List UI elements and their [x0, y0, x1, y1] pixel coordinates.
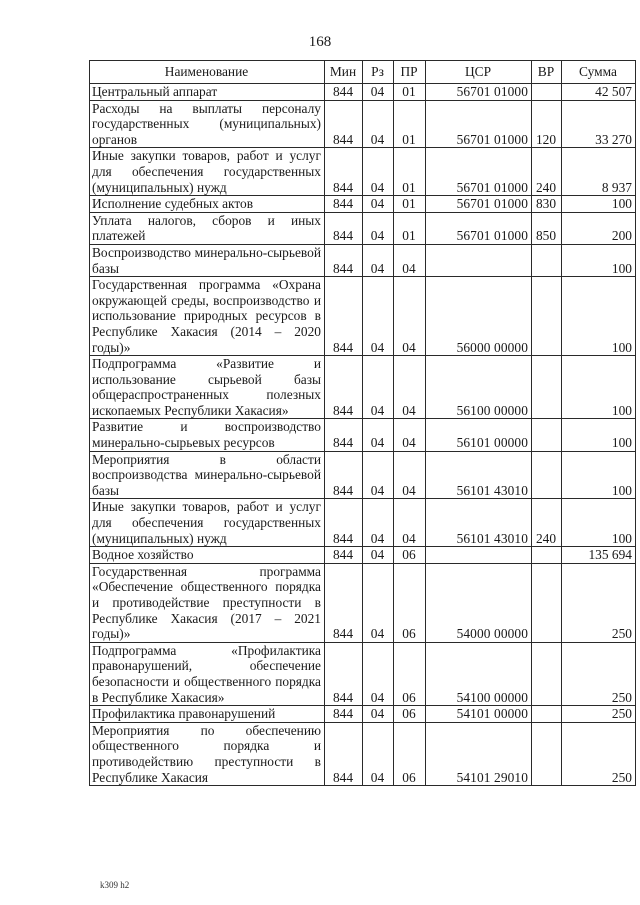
table-row — [90, 212, 636, 244]
table-row — [90, 277, 636, 356]
cell-csr — [426, 547, 532, 564]
cell-csr: 54101 00000 — [426, 706, 532, 723]
cell-min: 844 — [325, 356, 363, 419]
cell-sum: 8 937 — [562, 148, 636, 196]
cell-pr: 04 — [394, 419, 426, 451]
cell-name: Иные закупки товаров, работ и услуг для обеспечения государственных (муниципальных) нужд — [90, 148, 325, 196]
cell-vr: 850 — [532, 212, 562, 244]
cell-vr — [532, 451, 562, 499]
cell-sum: 33 270 — [562, 100, 636, 148]
cell-rz: 04 — [363, 196, 394, 213]
cell-csr: 56701 01000 — [426, 196, 532, 213]
cell-name: Расходы на выплаты персоналу государственных (муниципальных) органов — [90, 100, 325, 148]
table-row — [90, 547, 636, 564]
cell-csr: 56101 43010 — [426, 499, 532, 547]
cell-pr: 04 — [394, 499, 426, 547]
cell-sum: 100 — [562, 499, 636, 547]
cell-rz: 04 — [363, 642, 394, 705]
cell-pr: 01 — [394, 84, 426, 101]
page-number: 168 — [308, 34, 332, 50]
cell-vr — [532, 277, 562, 356]
cell-name: Подпрограмма «Профилактика правонарушений, обеспечение безопасности и общественного порядка в Республике Хакасия» — [90, 642, 325, 705]
cell-sum: 100 — [562, 356, 636, 419]
table-row — [90, 356, 636, 419]
cell-min: 844 — [325, 277, 363, 356]
cell-sum: 200 — [562, 212, 636, 244]
cell-name: Мероприятия в области воспроизводства минерально-сырьевой базы — [90, 451, 325, 499]
cell-csr: 56000 00000 — [426, 277, 532, 356]
column-header-name: Наименование — [90, 61, 325, 84]
cell-rz: 04 — [363, 212, 394, 244]
cell-rz: 04 — [363, 547, 394, 564]
cell-pr: 06 — [394, 547, 426, 564]
cell-csr: 56101 00000 — [426, 419, 532, 451]
table-body — [90, 84, 636, 786]
cell-pr: 01 — [394, 212, 426, 244]
cell-vr — [532, 706, 562, 723]
cell-min: 844 — [325, 244, 363, 276]
cell-sum: 250 — [562, 642, 636, 705]
cell-pr: 01 — [394, 196, 426, 213]
table-row — [90, 100, 636, 148]
cell-name: Развитие и воспроизводство минерально-сырьевых ресурсов — [90, 419, 325, 451]
cell-sum: 100 — [562, 196, 636, 213]
cell-rz: 04 — [363, 84, 394, 101]
cell-pr: 06 — [394, 563, 426, 642]
cell-vr — [532, 547, 562, 564]
cell-sum: 100 — [562, 244, 636, 276]
cell-sum: 250 — [562, 563, 636, 642]
cell-name: Центральный аппарат — [90, 84, 325, 101]
cell-rz: 04 — [363, 451, 394, 499]
cell-csr: 56701 01000 — [426, 84, 532, 101]
cell-rz: 04 — [363, 244, 394, 276]
cell-vr — [532, 722, 562, 785]
cell-min: 844 — [325, 642, 363, 705]
cell-sum: 100 — [562, 451, 636, 499]
cell-name: Водное хозяйство — [90, 547, 325, 564]
cell-vr — [532, 244, 562, 276]
column-header-csr: ЦСР — [426, 61, 532, 84]
cell-pr: 06 — [394, 642, 426, 705]
cell-vr: 120 — [532, 100, 562, 148]
cell-csr: 56701 01000 — [426, 212, 532, 244]
column-header-pr: ПР — [394, 61, 426, 84]
cell-sum: 250 — [562, 722, 636, 785]
cell-name: Государственная программа «Обеспечение общественного порядка и противодействие преступности в Республике Хакасия (2017 – 2021 годы)» — [90, 563, 325, 642]
cell-csr: 54101 29010 — [426, 722, 532, 785]
cell-pr: 04 — [394, 244, 426, 276]
cell-min: 844 — [325, 419, 363, 451]
column-header-sum: Сумма — [562, 61, 636, 84]
cell-pr: 01 — [394, 148, 426, 196]
budget-table — [89, 60, 636, 786]
cell-name: Подпрограмма «Развитие и использование сырьевой базы общераспространенных полезных ископаемых Республики Хакасия» — [90, 356, 325, 419]
table-row — [90, 706, 636, 723]
table-row — [90, 244, 636, 276]
cell-sum: 100 — [562, 277, 636, 356]
table-row — [90, 642, 636, 705]
cell-vr — [532, 356, 562, 419]
cell-pr: 04 — [394, 277, 426, 356]
cell-sum: 250 — [562, 706, 636, 723]
cell-min: 844 — [325, 499, 363, 547]
cell-csr: 56701 01000 — [426, 148, 532, 196]
cell-rz: 04 — [363, 148, 394, 196]
cell-csr: 56101 43010 — [426, 451, 532, 499]
table-row — [90, 451, 636, 499]
cell-csr: 56701 01000 — [426, 100, 532, 148]
table-row — [90, 148, 636, 196]
cell-min: 844 — [325, 722, 363, 785]
cell-csr — [426, 244, 532, 276]
cell-vr — [532, 84, 562, 101]
cell-pr: 06 — [394, 722, 426, 785]
cell-name: Воспроизводство минерально-сырьевой базы — [90, 244, 325, 276]
cell-rz: 04 — [363, 419, 394, 451]
cell-min: 844 — [325, 196, 363, 213]
cell-min: 844 — [325, 706, 363, 723]
footer-code: k309 h2 — [100, 880, 130, 890]
cell-sum: 42 507 — [562, 84, 636, 101]
cell-name: Уплата налогов, сборов и иных платежей — [90, 212, 325, 244]
cell-name: Иные закупки товаров, работ и услуг для обеспечения государственных (муниципальных) нужд — [90, 499, 325, 547]
cell-min: 844 — [325, 212, 363, 244]
table-row — [90, 419, 636, 451]
cell-min: 844 — [325, 563, 363, 642]
table-row — [90, 499, 636, 547]
cell-vr: 240 — [532, 499, 562, 547]
cell-rz: 04 — [363, 356, 394, 419]
table-row — [90, 196, 636, 213]
table-row — [90, 563, 636, 642]
cell-vr — [532, 563, 562, 642]
cell-name: Профилактика правонарушений — [90, 706, 325, 723]
cell-vr — [532, 419, 562, 451]
cell-csr: 56100 00000 — [426, 356, 532, 419]
cell-pr: 01 — [394, 100, 426, 148]
cell-pr: 04 — [394, 356, 426, 419]
cell-rz: 04 — [363, 706, 394, 723]
table-header-row — [90, 61, 636, 84]
cell-csr: 54000 00000 — [426, 563, 532, 642]
cell-vr — [532, 642, 562, 705]
cell-rz: 04 — [363, 722, 394, 785]
cell-sum: 100 — [562, 419, 636, 451]
cell-name: Государственная программа «Охрана окружающей среды, воспроизводство и использование природных ресурсов в Республике Хакасия (2014 – 2020 годы)» — [90, 277, 325, 356]
cell-name: Исполнение судебных актов — [90, 196, 325, 213]
cell-vr: 240 — [532, 148, 562, 196]
cell-min: 844 — [325, 148, 363, 196]
cell-rz: 04 — [363, 499, 394, 547]
cell-min: 844 — [325, 547, 363, 564]
cell-vr: 830 — [532, 196, 562, 213]
column-header-vr: ВР — [532, 61, 562, 84]
cell-rz: 04 — [363, 100, 394, 148]
cell-name: Мероприятия по обеспечению общественного порядка и противодействию преступности в Республике Хакасия — [90, 722, 325, 785]
column-header-min: Мин — [325, 61, 363, 84]
cell-rz: 04 — [363, 563, 394, 642]
cell-min: 844 — [325, 451, 363, 499]
table-row — [90, 84, 636, 101]
cell-min: 844 — [325, 84, 363, 101]
cell-pr: 04 — [394, 451, 426, 499]
cell-csr: 54100 00000 — [426, 642, 532, 705]
cell-pr: 06 — [394, 706, 426, 723]
column-header-rz: Рз — [363, 61, 394, 84]
cell-sum: 135 694 — [562, 547, 636, 564]
cell-min: 844 — [325, 100, 363, 148]
table-row — [90, 722, 636, 785]
cell-rz: 04 — [363, 277, 394, 356]
